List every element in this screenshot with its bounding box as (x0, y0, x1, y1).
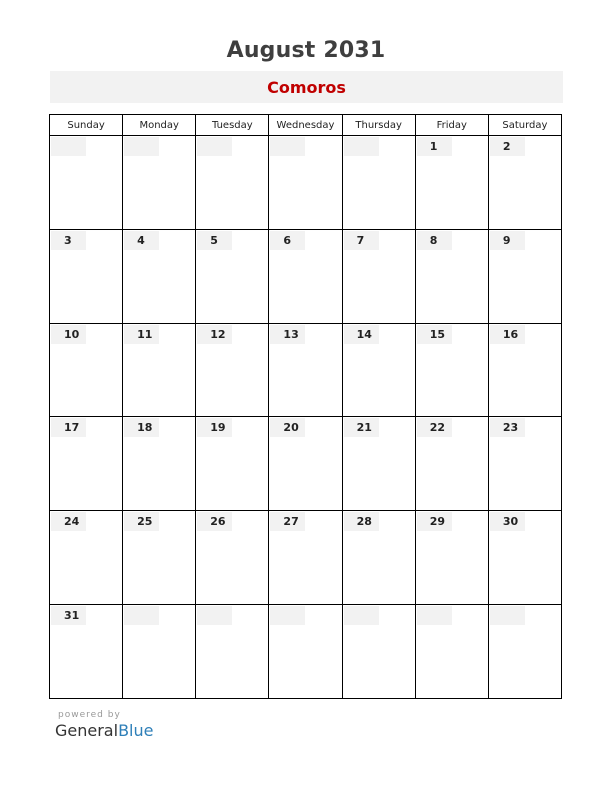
day-cell (269, 324, 342, 417)
day-cell (489, 230, 561, 323)
country-band (50, 71, 563, 103)
day-cell (50, 511, 123, 604)
day-cell (416, 511, 489, 604)
day-cell (416, 417, 489, 510)
day-number (490, 606, 525, 625)
day-number: 26 (197, 512, 232, 531)
day-number: 20 (270, 418, 305, 437)
day-cell (123, 230, 196, 323)
week-row (50, 417, 561, 511)
day-number (51, 137, 86, 156)
powered-by-label: powered by (58, 710, 121, 720)
day-cell (269, 230, 342, 323)
weekday-saturday: Saturday (502, 120, 548, 131)
brand-general-text: General (55, 721, 119, 740)
day-cell (489, 417, 561, 510)
weekday-friday: Friday (416, 115, 489, 135)
weekday-wednesday: Wednesday (269, 115, 342, 135)
day-number: 3 (51, 231, 86, 250)
day-cell (196, 230, 269, 323)
day-cell (416, 324, 489, 417)
week-row (50, 230, 561, 324)
day-cell (123, 324, 196, 417)
day-number: 24 (51, 512, 86, 531)
weekday-thursday: Thursday (343, 115, 416, 135)
day-cell (489, 511, 561, 604)
day-cell (343, 324, 416, 417)
day-number (417, 606, 452, 625)
day-cell (269, 511, 342, 604)
day-cell (123, 417, 196, 510)
day-number: 17 (51, 418, 86, 437)
brand-blue-text: Blue (118, 721, 154, 740)
day-cell (343, 136, 416, 229)
day-number: 2 (490, 137, 525, 156)
day-cell (50, 230, 123, 323)
day-cell (196, 136, 269, 229)
day-cell (123, 605, 196, 698)
day-number: 5 (197, 231, 232, 250)
day-number: 12 (197, 325, 232, 344)
day-cell (50, 605, 123, 698)
day-number (270, 606, 305, 625)
day-number: 15 (417, 325, 452, 344)
calendar-grid (49, 114, 562, 699)
day-cell (50, 136, 123, 229)
day-number: 22 (417, 418, 452, 437)
day-cell (196, 605, 269, 698)
day-cell (269, 417, 342, 510)
day-cell (196, 324, 269, 417)
day-cell (196, 511, 269, 604)
calendar-weeks (50, 136, 561, 698)
day-cell (269, 605, 342, 698)
day-cell (269, 136, 342, 229)
day-number: 18 (124, 418, 159, 437)
weekday-monday: Monday (123, 115, 196, 135)
day-number: 6 (270, 231, 305, 250)
day-cell (343, 605, 416, 698)
day-number (270, 137, 305, 156)
day-number: 27 (270, 512, 305, 531)
day-cell (123, 136, 196, 229)
day-cell (416, 605, 489, 698)
day-number: 11 (124, 325, 159, 344)
day-number (124, 606, 159, 625)
day-cell (489, 136, 561, 229)
day-number (197, 606, 232, 625)
day-cell (50, 324, 123, 417)
day-number (197, 137, 232, 156)
generalblue-logo[interactable] (55, 721, 153, 740)
weekday-sunday: Sunday (50, 115, 123, 135)
day-cell (343, 230, 416, 323)
day-number: 23 (490, 418, 525, 437)
week-row (50, 324, 561, 418)
day-number: 19 (197, 418, 232, 437)
day-cell (196, 417, 269, 510)
weekday-tuesday: Tuesday (196, 115, 269, 135)
country-name: Comoros (267, 78, 346, 97)
weekday-header-row (50, 115, 561, 136)
day-cell (343, 417, 416, 510)
day-cell (343, 511, 416, 604)
day-cell (416, 136, 489, 229)
day-number: 14 (344, 325, 379, 344)
day-number: 31 (51, 606, 86, 625)
day-number: 7 (344, 231, 379, 250)
day-number: 8 (417, 231, 452, 250)
day-number: 28 (344, 512, 379, 531)
day-number: 1 (417, 137, 452, 156)
day-number: 16 (490, 325, 525, 344)
day-number: 10 (51, 325, 86, 344)
day-number: 25 (124, 512, 159, 531)
day-number: 9 (490, 231, 525, 250)
day-number: 21 (344, 418, 379, 437)
day-cell (123, 511, 196, 604)
week-row (50, 136, 561, 230)
week-row (50, 605, 561, 698)
day-cell (489, 324, 561, 417)
day-number (344, 606, 379, 625)
calendar-title: August 2031 (226, 38, 386, 63)
day-number: 13 (270, 325, 305, 344)
day-number (124, 137, 159, 156)
day-cell (50, 417, 123, 510)
day-number: 30 (490, 512, 525, 531)
day-cell (416, 230, 489, 323)
day-cell (489, 605, 561, 698)
day-number: 29 (417, 512, 452, 531)
week-row (50, 511, 561, 605)
day-number (344, 137, 379, 156)
day-number: 4 (124, 231, 159, 250)
